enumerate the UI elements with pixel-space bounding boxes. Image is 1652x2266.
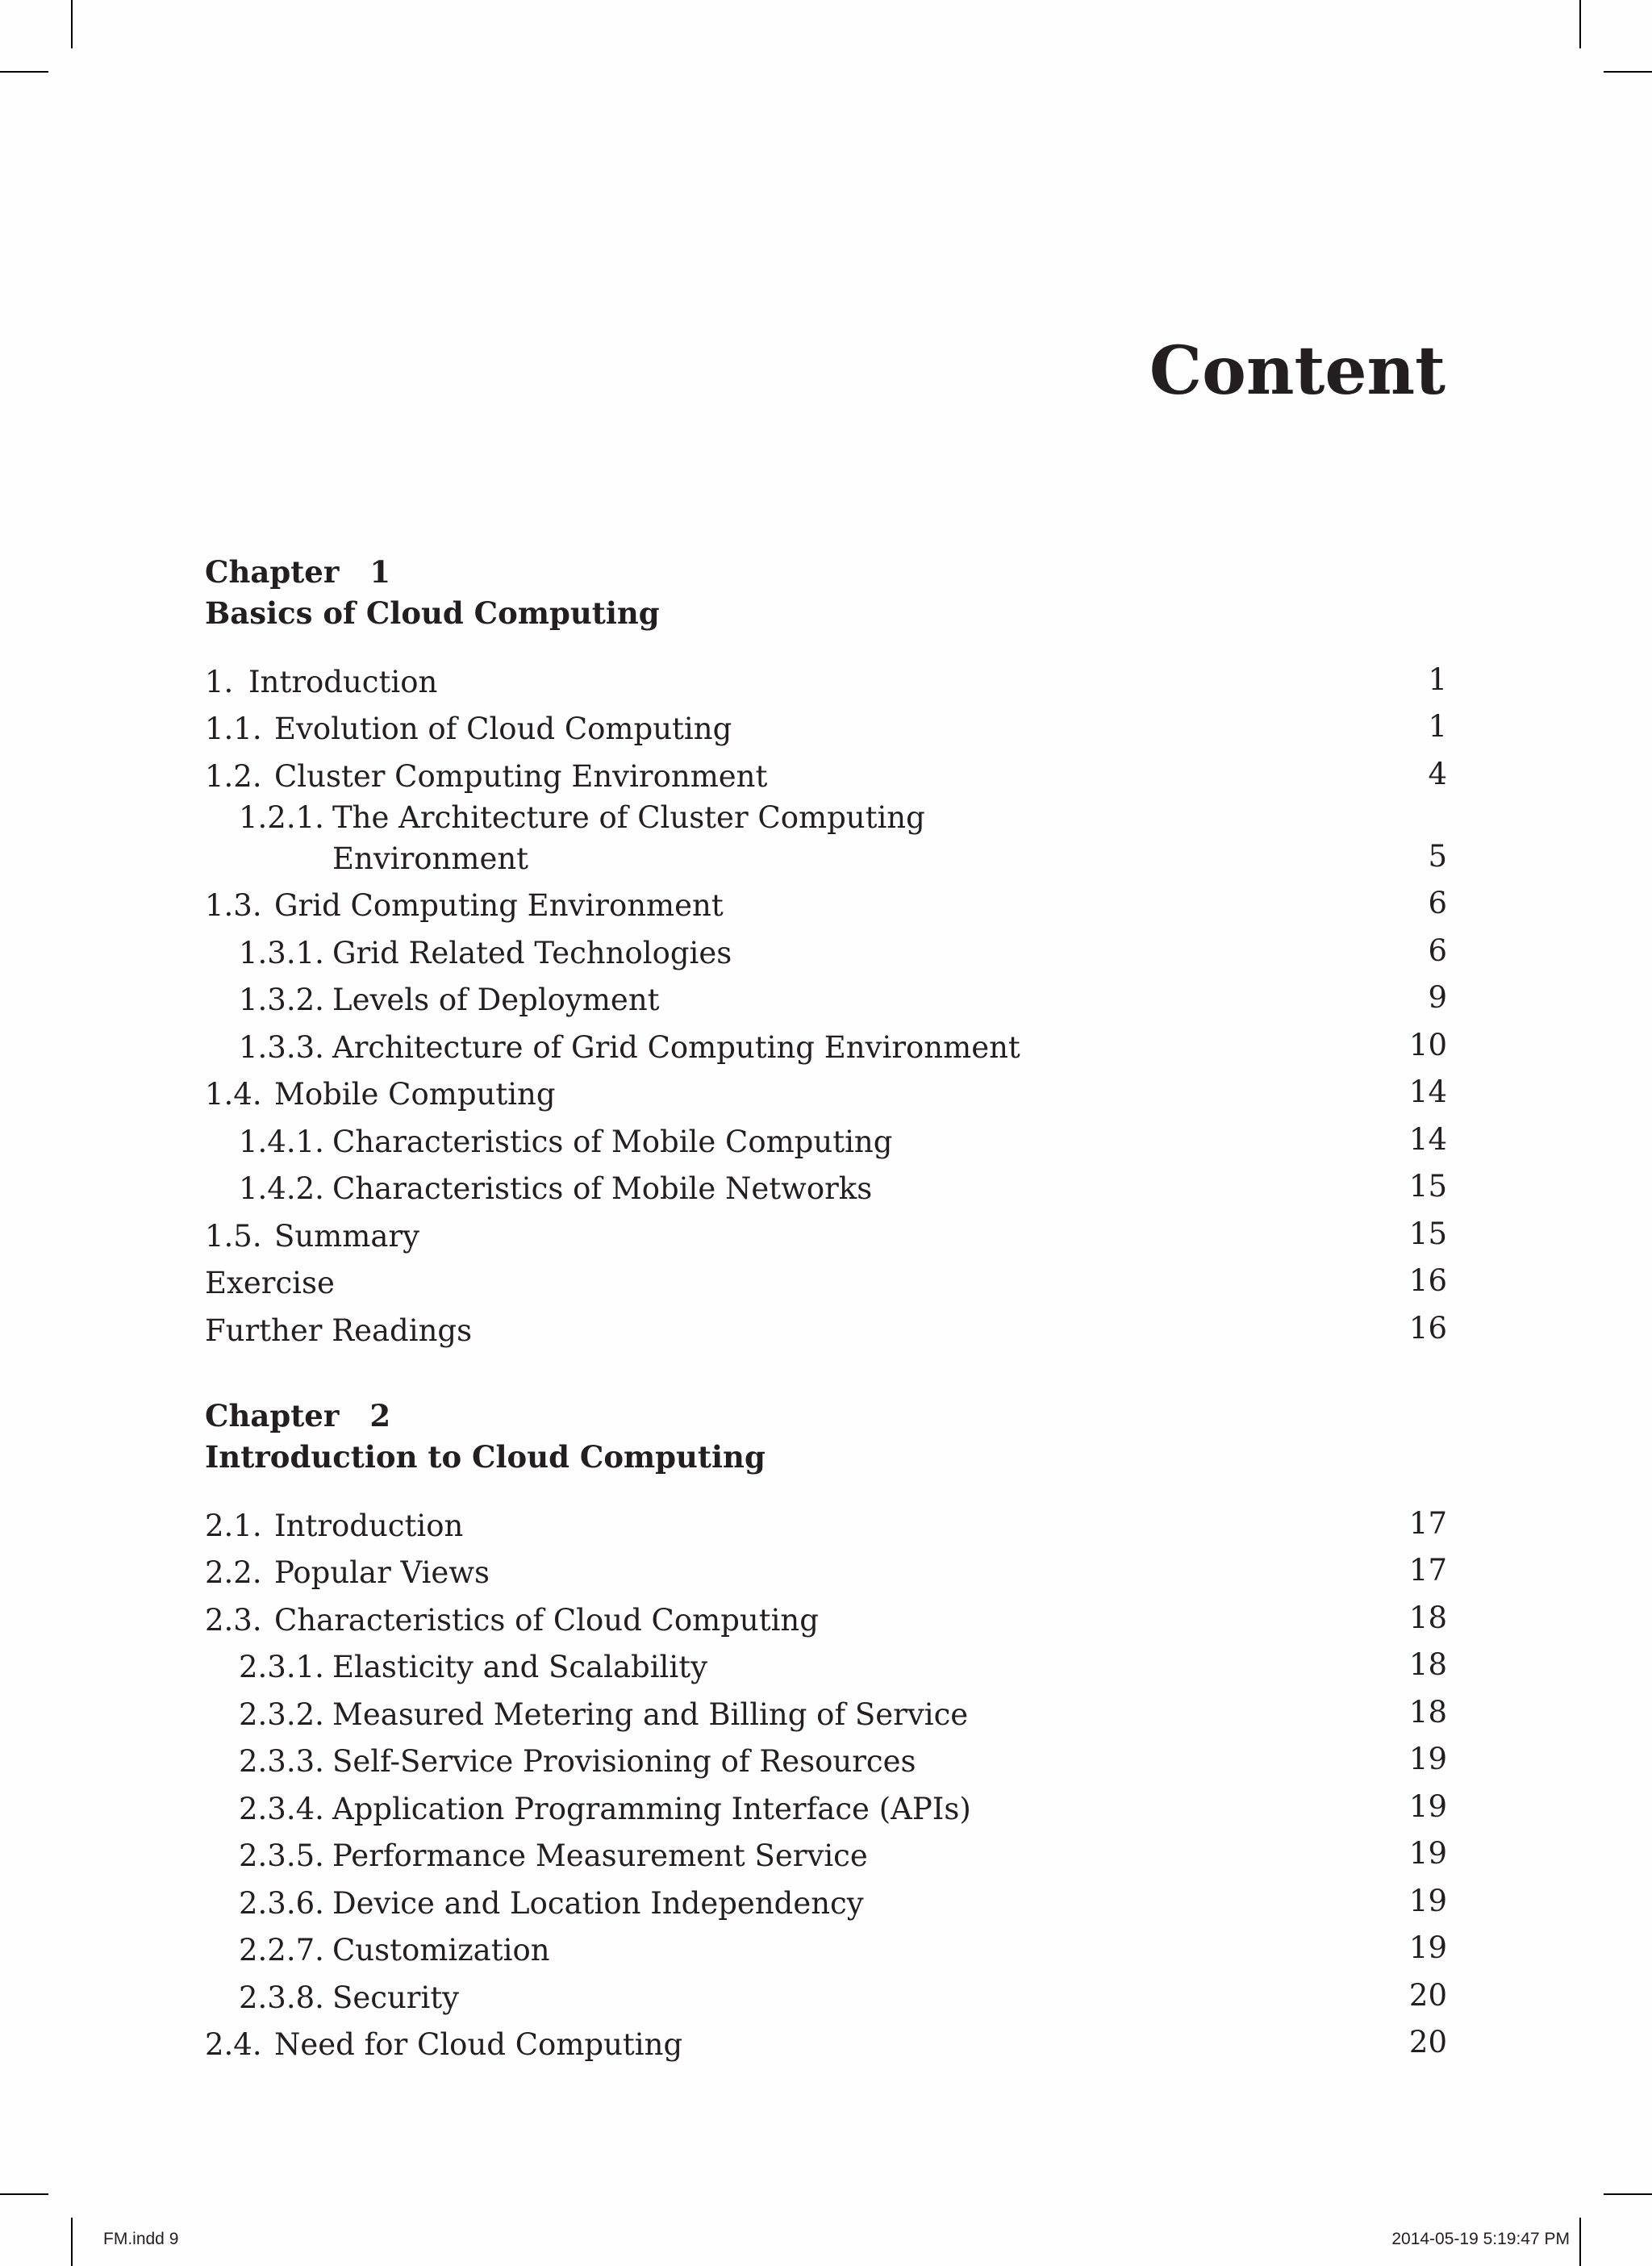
section-number: 2.3.1.: [239, 1650, 324, 1684]
section-title: Exercise: [205, 1266, 335, 1300]
toc-entry: [205, 1115, 1447, 1162]
section-title: Characteristics of Cloud Computing: [274, 1602, 819, 1638]
crop-mark: [0, 71, 48, 73]
toc-entry: [205, 1641, 1447, 1688]
section-title: Summary: [274, 1218, 419, 1254]
toc-entry-text: [205, 1741, 916, 1782]
toc-entry-text: [205, 661, 437, 703]
section-number: 1.: [205, 664, 234, 699]
page-number: 19: [1408, 1930, 1447, 1965]
toc-entry: [205, 703, 1447, 750]
section-title: Popular Views: [274, 1555, 490, 1590]
page-number: 18: [1408, 1647, 1447, 1682]
toc-entry: [205, 655, 1447, 703]
section-title: Customization: [332, 1933, 550, 1968]
toc-entry: [205, 1924, 1447, 1972]
section-number: 2.2.: [205, 1555, 262, 1590]
chapter-title: Basics of Cloud Computing: [205, 595, 660, 631]
page-number: 18: [1408, 1694, 1447, 1730]
toc-entry-text: [205, 797, 945, 879]
crop-mark: [1579, 2218, 1581, 2266]
section-number: 2.3.2.: [239, 1696, 324, 1732]
section-number: 2.3.4.: [239, 1791, 324, 1826]
page-number: 14: [1408, 1075, 1447, 1109]
section-number: 2.3.: [205, 1602, 262, 1638]
print-slug-timestamp: 2014-05-19 5:19:47 PM: [1391, 2230, 1570, 2248]
page-number: 6: [1428, 886, 1447, 920]
toc-entry-text: [205, 1646, 707, 1688]
section-title: Application Programming Interface (APIs): [332, 1791, 971, 1826]
section-number: 2.3.8.: [239, 1980, 324, 2015]
toc-entry: [205, 1782, 1447, 1830]
section-number: 1.3.2.: [239, 983, 324, 1017]
section-title: Measured Metering and Billing of Service: [332, 1696, 969, 1732]
toc-entry-text: [205, 708, 732, 749]
section-title: Device and Location Independency: [332, 1885, 864, 1921]
toc-entry-text: [205, 1168, 872, 1209]
section-number: 2.3.3.: [239, 1744, 324, 1779]
section-number: 1.5.: [205, 1218, 262, 1254]
toc-entry: [205, 1971, 1447, 2018]
toc-entry-text: [205, 1216, 419, 1257]
toc-entry: [205, 1593, 1447, 1641]
toc-entry-text: [205, 979, 660, 1020]
crop-mark: [71, 2218, 73, 2266]
toc-entry-text: [205, 1694, 968, 1735]
section-number: 1.2.1.: [239, 799, 324, 835]
page-number: 4: [1428, 756, 1447, 791]
section-title: Self-Service Provisioning of Resources: [332, 1744, 916, 1779]
toc-list: [205, 655, 1447, 1351]
print-slug-file: FM.indd 9: [103, 2230, 179, 2248]
section-title: Grid Computing Environment: [274, 888, 724, 923]
chapter-section: [205, 1396, 1447, 2065]
toc-list: [205, 1499, 1447, 2065]
toc-entry: [205, 1304, 1447, 1351]
toc-entry-text: [205, 885, 724, 926]
section-title: Introduction: [274, 1508, 464, 1543]
toc-entry-text: [205, 1835, 868, 1876]
chapter-word: Chapter: [205, 554, 340, 590]
toc-entry: [205, 1499, 1447, 1546]
section-number: 1.4.: [205, 1077, 262, 1112]
toc-entry-text: [205, 1788, 971, 1830]
page-number: 19: [1408, 1883, 1447, 1918]
toc-entry-text: [205, 1930, 550, 1971]
section-title: Cluster Computing Environment: [274, 758, 768, 794]
toc-entry: [205, 974, 1447, 1021]
section-title: Further Readings: [205, 1312, 473, 1348]
section-number: 1.1.: [205, 712, 262, 746]
section-number: 2.1.: [205, 1508, 262, 1543]
page-number: 9: [1428, 980, 1447, 1015]
chapter-label: [205, 552, 1447, 593]
section-title: Characteristics of Mobile Computing: [332, 1124, 893, 1159]
page-number: 15: [1408, 1169, 1447, 1204]
page-number: 15: [1408, 1216, 1447, 1251]
page-number: 1: [1428, 661, 1447, 697]
page-number: 19: [1408, 1836, 1447, 1871]
toc-entry: [205, 749, 1447, 797]
section-number: 1.4.2.: [239, 1171, 324, 1206]
toc-entry-text: [205, 1552, 490, 1593]
toc-entry-text: [205, 1600, 819, 1641]
page-number: 5: [1428, 838, 1447, 874]
toc-entry: [205, 1876, 1447, 1924]
toc-entry-text: [205, 1027, 1020, 1068]
crop-mark: [1579, 0, 1581, 48]
page-title: Content: [1149, 332, 1446, 410]
section-title: Introduction: [248, 664, 438, 699]
page-number: 20: [1408, 2025, 1447, 2059]
page-number: 14: [1408, 1121, 1447, 1157]
section-number: 1.3.1.: [239, 935, 324, 970]
toc-entry: [205, 797, 1447, 879]
section-number: 1.4.1.: [239, 1124, 324, 1159]
section-title: The Architecture of Cluster Computing Environment: [332, 799, 925, 876]
toc-entry-text: [205, 756, 767, 797]
section-number: 1.2.: [205, 758, 262, 794]
page-number: 16: [1408, 1310, 1447, 1346]
page-number: 20: [1408, 1977, 1447, 2013]
chapter-number: 1: [369, 554, 391, 590]
toc-entry-text: [205, 1505, 463, 1546]
page-number: 6: [1428, 933, 1447, 968]
page-number: 1: [1428, 709, 1447, 744]
toc-entry: [205, 1257, 1447, 1304]
section-title: Levels of Deployment: [332, 983, 660, 1017]
page-number: 18: [1408, 1600, 1447, 1635]
section-title: Characteristics of Mobile Networks: [332, 1171, 873, 1206]
section-title: Evolution of Cloud Computing: [274, 712, 732, 746]
section-title: Performance Measurement Service: [332, 1838, 868, 1873]
section-title: Architecture of Grid Computing Environment: [332, 1029, 1020, 1065]
section-number: 2.3.5.: [239, 1838, 324, 1873]
chapter-word: Chapter: [205, 1398, 340, 1433]
crop-mark: [0, 2193, 48, 2195]
section-title: Need for Cloud Computing: [274, 2027, 683, 2062]
toc-entry-text: [205, 1977, 459, 2018]
page-number: 16: [1408, 1263, 1447, 1298]
section-title: Grid Related Technologies: [332, 935, 732, 970]
toc-entry-text: [205, 1310, 472, 1351]
toc-entry: [205, 1209, 1447, 1257]
section-number: 1.3.3.: [239, 1029, 324, 1065]
toc-entry: [205, 2018, 1447, 2066]
toc-entry: [205, 1068, 1447, 1116]
section-title: Mobile Computing: [274, 1077, 556, 1112]
section-number: 2.2.7.: [239, 1933, 324, 1968]
toc-entry: [205, 1546, 1447, 1594]
chapter-section: [205, 552, 1447, 1351]
section-number: 2.4.: [205, 2027, 262, 2062]
section-number: 2.3.6.: [239, 1885, 324, 1921]
toc-entry: [205, 1688, 1447, 1735]
toc-entry-text: [205, 1883, 864, 1924]
toc-entry: [205, 926, 1447, 974]
page-number: 17: [1408, 1505, 1447, 1541]
toc-entry: [205, 879, 1447, 927]
chapter-label: [205, 1396, 1447, 1437]
toc-entry-text: [205, 933, 732, 974]
toc-entry-text: [205, 1262, 335, 1304]
crop-mark: [1604, 2193, 1652, 2195]
page-number: 19: [1408, 1788, 1447, 1824]
toc-entry-text: [205, 1074, 556, 1115]
page-number: 19: [1408, 1742, 1447, 1776]
section-number: 1.3.: [205, 888, 262, 923]
chapter-number: 2: [369, 1398, 391, 1433]
crop-mark: [1604, 71, 1652, 73]
section-title: Security: [332, 1980, 460, 2015]
toc-entry: [205, 1162, 1447, 1210]
toc-entry: [205, 1020, 1447, 1068]
page-number: 10: [1408, 1027, 1447, 1062]
toc-entry-text: [205, 1121, 892, 1162]
chapter-title: Introduction to Cloud Computing: [205, 1439, 766, 1475]
toc-entry: [205, 1735, 1447, 1783]
page-number: 17: [1408, 1553, 1447, 1588]
crop-mark: [71, 0, 73, 48]
toc-entry: [205, 1830, 1447, 1877]
section-title: Elasticity and Scalability: [332, 1650, 707, 1684]
toc-entry-text: [205, 2024, 682, 2065]
